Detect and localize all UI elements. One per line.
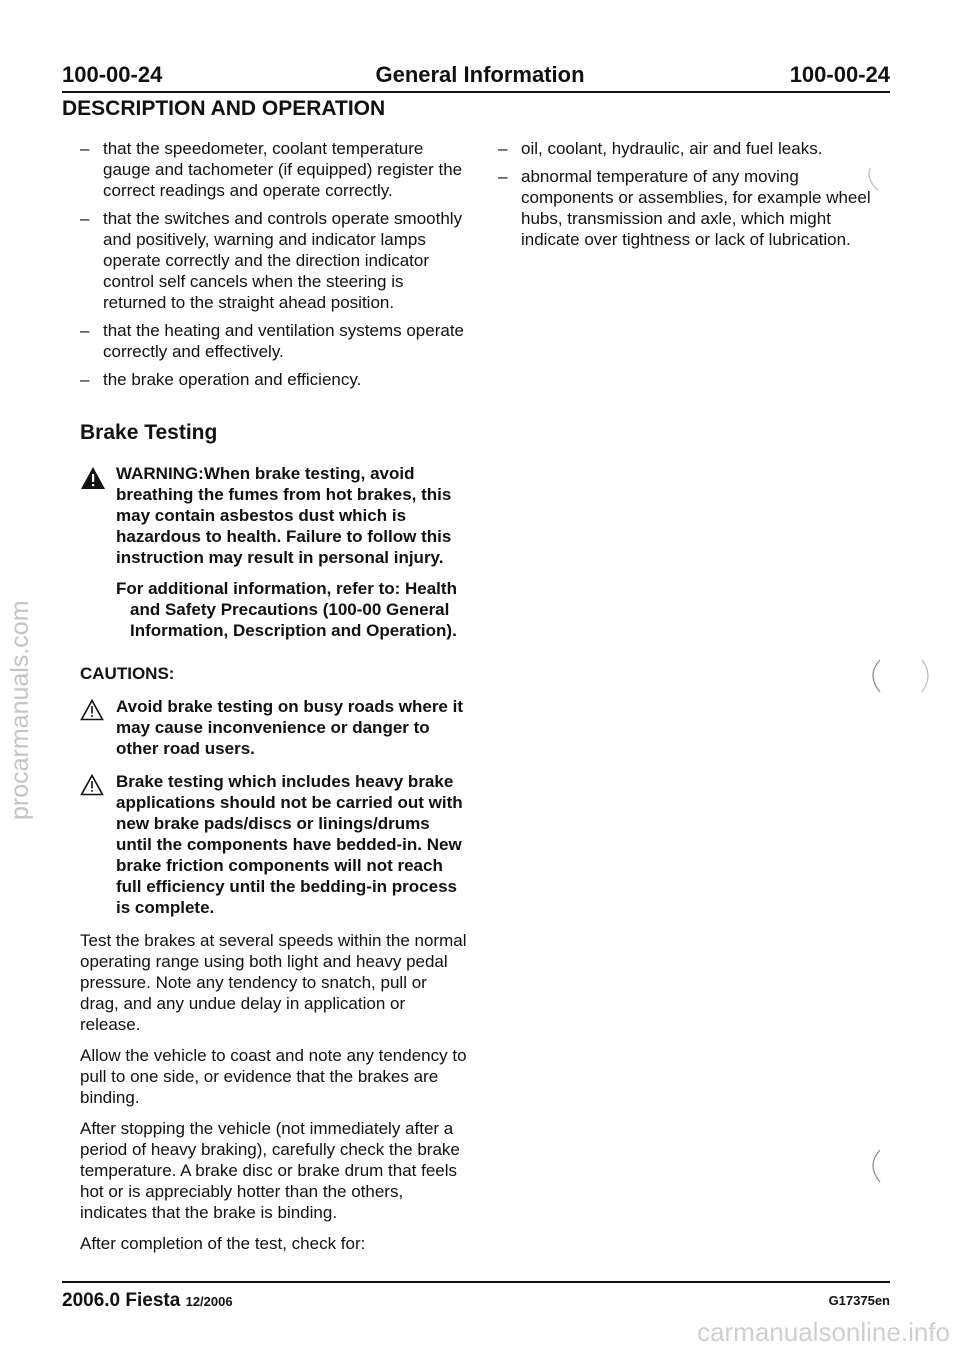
caution-text: Brake testing which includes heavy brake applications should not be carried out with new brake pads/discs or linings/drums until the components have bedded-in. New brake friction components will not reach full efficiency until the bedding-in process is complete. xyxy=(116,772,463,917)
footer-model xyxy=(62,1290,233,1312)
check-item: – oil, coolant, hydraulic, air and fuel leaks. xyxy=(498,138,876,159)
check-item: – that the speedometer, coolant temperature gauge and tachometer (if equipped) register the correct readings and operate correctly. xyxy=(80,138,470,201)
page-number-right: 100-00-24 xyxy=(789,62,890,87)
brake-testing-heading: Brake Testing xyxy=(80,421,218,444)
page-number-left: 100-00-24 xyxy=(62,62,163,87)
body-paragraph: After stopping the vehicle (not immediately after a period of heavy braking), carefully check the brake temperature. A brake disc or brake drum that feels hot or is appreciably hotter than the others, indicates that the brake is binding. xyxy=(80,1119,460,1222)
section-title: DESCRIPTION AND OPERATION xyxy=(62,97,386,120)
reference-line: For additional information, refer to: Health xyxy=(116,579,457,598)
bottom-watermark: carmanualsonline.info xyxy=(697,1317,950,1347)
footer-model-name: 2006.0 Fiesta xyxy=(62,1290,181,1311)
footer-rule xyxy=(62,1281,890,1283)
caution-text: Avoid brake testing on busy roads where it may cause inconvenience or danger to other road users. xyxy=(116,697,463,758)
side-watermark: procarmanuals.com xyxy=(6,600,34,820)
check-item: – abnormal temperature of any moving components or assemblies, for example wheel hubs, transmission and axle, which might indicate over tightness or lack of lubrication. xyxy=(498,166,876,250)
cautions-title: CAUTIONS: xyxy=(80,664,175,683)
warning-text: WARNING:When brake testing, avoid breathing the fumes from hot brakes, this may contain asbestos dust which is hazardous to health. Failure to follow this instruction may result in personal injury. xyxy=(116,464,452,567)
page-title: General Information xyxy=(375,62,585,87)
check-item: – that the switches and controls operate smoothly and positively, warning and indicator lamps operate correctly and the direction indicator control self cancels when the steering is returned to the straight ahead position. xyxy=(80,208,470,313)
body-paragraph: After completion of the test, check for: xyxy=(80,1234,366,1253)
footer-code: G17375en xyxy=(828,1293,890,1308)
footer-date: 12/2006 xyxy=(185,1294,233,1309)
body-paragraph: Test the brakes at several speeds within the normal operating range using both light and heavy pedal pressure. Note any tendency to snatch, pull or drag, and any undue delay in application or release. xyxy=(80,931,467,1034)
check-item: – that the heating and ventilation systems operate correctly and effectively. xyxy=(80,320,470,362)
reference-link[interactable]: and Safety Precautions (100-00 General Information, Description and Operation). xyxy=(130,600,457,640)
body-paragraph: Allow the vehicle to coast and note any tendency to pull to one side, or evidence that the brakes are binding. xyxy=(80,1046,467,1107)
check-item: – the brake operation and efficiency. xyxy=(80,369,470,390)
